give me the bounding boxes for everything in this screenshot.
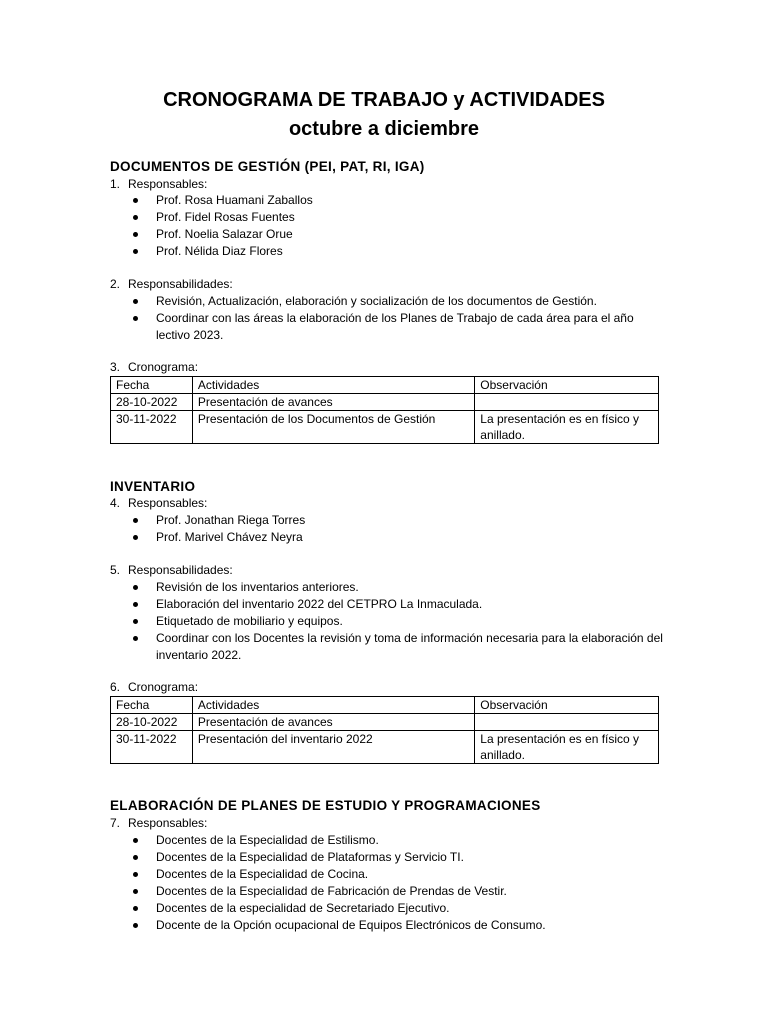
list-item xyxy=(130,529,670,546)
heading-number: 5. xyxy=(110,563,121,577)
list-item-text: Prof. Noelia Salazar Orue xyxy=(156,227,293,241)
list-item-text: Docentes de la especialidad de Secretariado Ejecutivo. xyxy=(156,901,450,915)
list-item xyxy=(130,900,670,917)
table-row xyxy=(111,714,659,731)
cronograma-heading-3 xyxy=(110,359,198,376)
table-cell: 30-11-2022 xyxy=(111,411,193,444)
responsables-list-3 xyxy=(130,832,670,934)
list-item-text: Coordinar con las áreas la elaboración de los Planes de Trabajo de cada área para el año lectivo 2023. xyxy=(156,311,634,342)
bullet-icon xyxy=(133,636,138,641)
table-row xyxy=(111,731,659,764)
column-header: Fecha xyxy=(111,697,193,714)
list-item xyxy=(130,883,670,900)
bullet-icon xyxy=(133,619,138,624)
list-item-text: Prof. Marivel Chávez Neyra xyxy=(156,530,303,544)
list-item xyxy=(130,192,670,209)
list-item-text: Elaboración del inventario 2022 del CETPRO La Inmaculada. xyxy=(156,597,483,611)
table-cell: Presentación de los Documentos de Gestión xyxy=(192,411,474,444)
heading-label: Cronograma: xyxy=(128,680,199,694)
table-cell xyxy=(475,394,659,411)
table-cell: La presentación es en físico y anillado. xyxy=(475,411,659,444)
responsabilidades-list-1 xyxy=(130,293,670,344)
responsabilidades-list-2 xyxy=(130,579,670,664)
list-item xyxy=(130,243,670,260)
list-item xyxy=(130,917,670,934)
table-row xyxy=(111,411,659,444)
bullet-icon xyxy=(133,198,138,203)
responsables-list-2 xyxy=(130,512,670,546)
column-header: Fecha xyxy=(111,377,193,394)
list-item-text: Prof. Rosa Huamani Zaballos xyxy=(156,193,313,207)
table-cell: 30-11-2022 xyxy=(111,731,193,764)
list-item-text: Revisión de los inventarios anteriores. xyxy=(156,580,359,594)
table-cell: 28-10-2022 xyxy=(111,394,193,411)
table-cell: 28-10-2022 xyxy=(111,714,193,731)
responsabilidades-heading-5 xyxy=(110,562,233,579)
table-row xyxy=(111,394,659,411)
bullet-icon xyxy=(133,889,138,894)
bullet-icon xyxy=(133,232,138,237)
section-title-documentos: DOCUMENTOS DE GESTIÓN (PEI, PAT, RI, IGA) xyxy=(110,159,425,174)
list-item-text: Coordinar con los Docentes la revisión y toma de información necesaria para la elaboración del inventario 2022. xyxy=(156,631,663,662)
heading-label: Responsables: xyxy=(128,177,208,191)
bullet-icon xyxy=(133,316,138,321)
responsabilidades-heading-2 xyxy=(110,276,233,293)
bullet-icon xyxy=(133,906,138,911)
bullet-icon xyxy=(133,872,138,877)
heading-number: 4. xyxy=(110,496,121,510)
table-header-row xyxy=(111,377,659,394)
cronograma-heading-6 xyxy=(110,679,198,696)
column-header: Actividades xyxy=(192,697,474,714)
list-item-text: Etiquetado de mobiliario y equipos. xyxy=(156,614,343,628)
responsables-heading-7 xyxy=(110,815,207,832)
list-item-text: Prof. Nélida Diaz Flores xyxy=(156,244,283,258)
heading-number: 2. xyxy=(110,277,121,291)
table-cell: Presentación de avances xyxy=(192,394,474,411)
list-item-text: Docente de la Opción ocupacional de Equipos Electrónicos de Consumo. xyxy=(156,918,546,932)
responsables-heading-4 xyxy=(110,495,207,512)
responsables-heading-1 xyxy=(110,176,207,193)
list-item xyxy=(130,866,670,883)
list-item-text: Revisión, Actualización, elaboración y socialización de los documentos de Gestión. xyxy=(156,294,597,308)
responsables-list-1 xyxy=(130,192,670,260)
table-cell: La presentación es en físico y anillado. xyxy=(475,731,659,764)
heading-number: 1. xyxy=(110,177,121,191)
list-item xyxy=(130,849,670,866)
heading-number: 6. xyxy=(110,680,121,694)
list-item xyxy=(130,596,670,613)
list-item-text: Docentes de la Especialidad de Fabricación de Prendas de Vestir. xyxy=(156,884,507,898)
table-cell xyxy=(475,714,659,731)
list-item xyxy=(130,579,670,596)
list-item xyxy=(130,630,670,664)
list-item xyxy=(130,512,670,529)
list-item xyxy=(130,293,670,310)
bullet-icon xyxy=(133,838,138,843)
bullet-icon xyxy=(133,215,138,220)
column-header: Observación xyxy=(475,697,659,714)
column-header: Actividades xyxy=(192,377,474,394)
heading-number: 3. xyxy=(110,360,121,374)
heading-label: Responsabilidades: xyxy=(128,277,233,291)
bullet-icon xyxy=(133,585,138,590)
cronograma-table-1 xyxy=(110,376,659,444)
section-title-inventario: INVENTARIO xyxy=(110,479,196,494)
bullet-icon xyxy=(133,535,138,540)
table-cell: Presentación de avances xyxy=(192,714,474,731)
heading-label: Responsabilidades: xyxy=(128,563,233,577)
bullet-icon xyxy=(133,602,138,607)
list-item xyxy=(130,226,670,243)
bullet-icon xyxy=(133,299,138,304)
list-item-text: Docentes de la Especialidad de Cocina. xyxy=(156,867,369,881)
bullet-icon xyxy=(133,518,138,523)
list-item-text: Docentes de la Especialidad de Plataformas y Servicio TI. xyxy=(156,850,464,864)
bullet-icon xyxy=(133,923,138,928)
document-title: CRONOGRAMA DE TRABAJO y ACTIVIDADES xyxy=(163,89,605,111)
bullet-icon xyxy=(133,855,138,860)
section-title-planes: ELABORACIÓN DE PLANES DE ESTUDIO Y PROGRAMACIONES xyxy=(110,798,541,813)
cronograma-table-2 xyxy=(110,696,659,764)
list-item xyxy=(130,832,670,849)
list-item-text: Prof. Jonathan Riega Torres xyxy=(156,513,306,527)
list-item-text: Docentes de la Especialidad de Estilismo. xyxy=(156,833,379,847)
bullet-icon xyxy=(133,249,138,254)
document-subtitle: octubre a diciembre xyxy=(288,118,480,140)
list-item-text: Prof. Fidel Rosas Fuentes xyxy=(156,210,295,224)
table-cell: Presentación del inventario 2022 xyxy=(192,731,474,764)
list-item xyxy=(130,209,670,226)
heading-label: Responsables: xyxy=(128,496,208,510)
column-header: Observación xyxy=(475,377,659,394)
heading-number: 7. xyxy=(110,816,121,830)
list-item xyxy=(130,613,670,630)
list-item xyxy=(130,310,670,344)
heading-label: Cronograma: xyxy=(128,360,199,374)
heading-label: Responsables: xyxy=(128,816,208,830)
table-header-row xyxy=(111,697,659,714)
